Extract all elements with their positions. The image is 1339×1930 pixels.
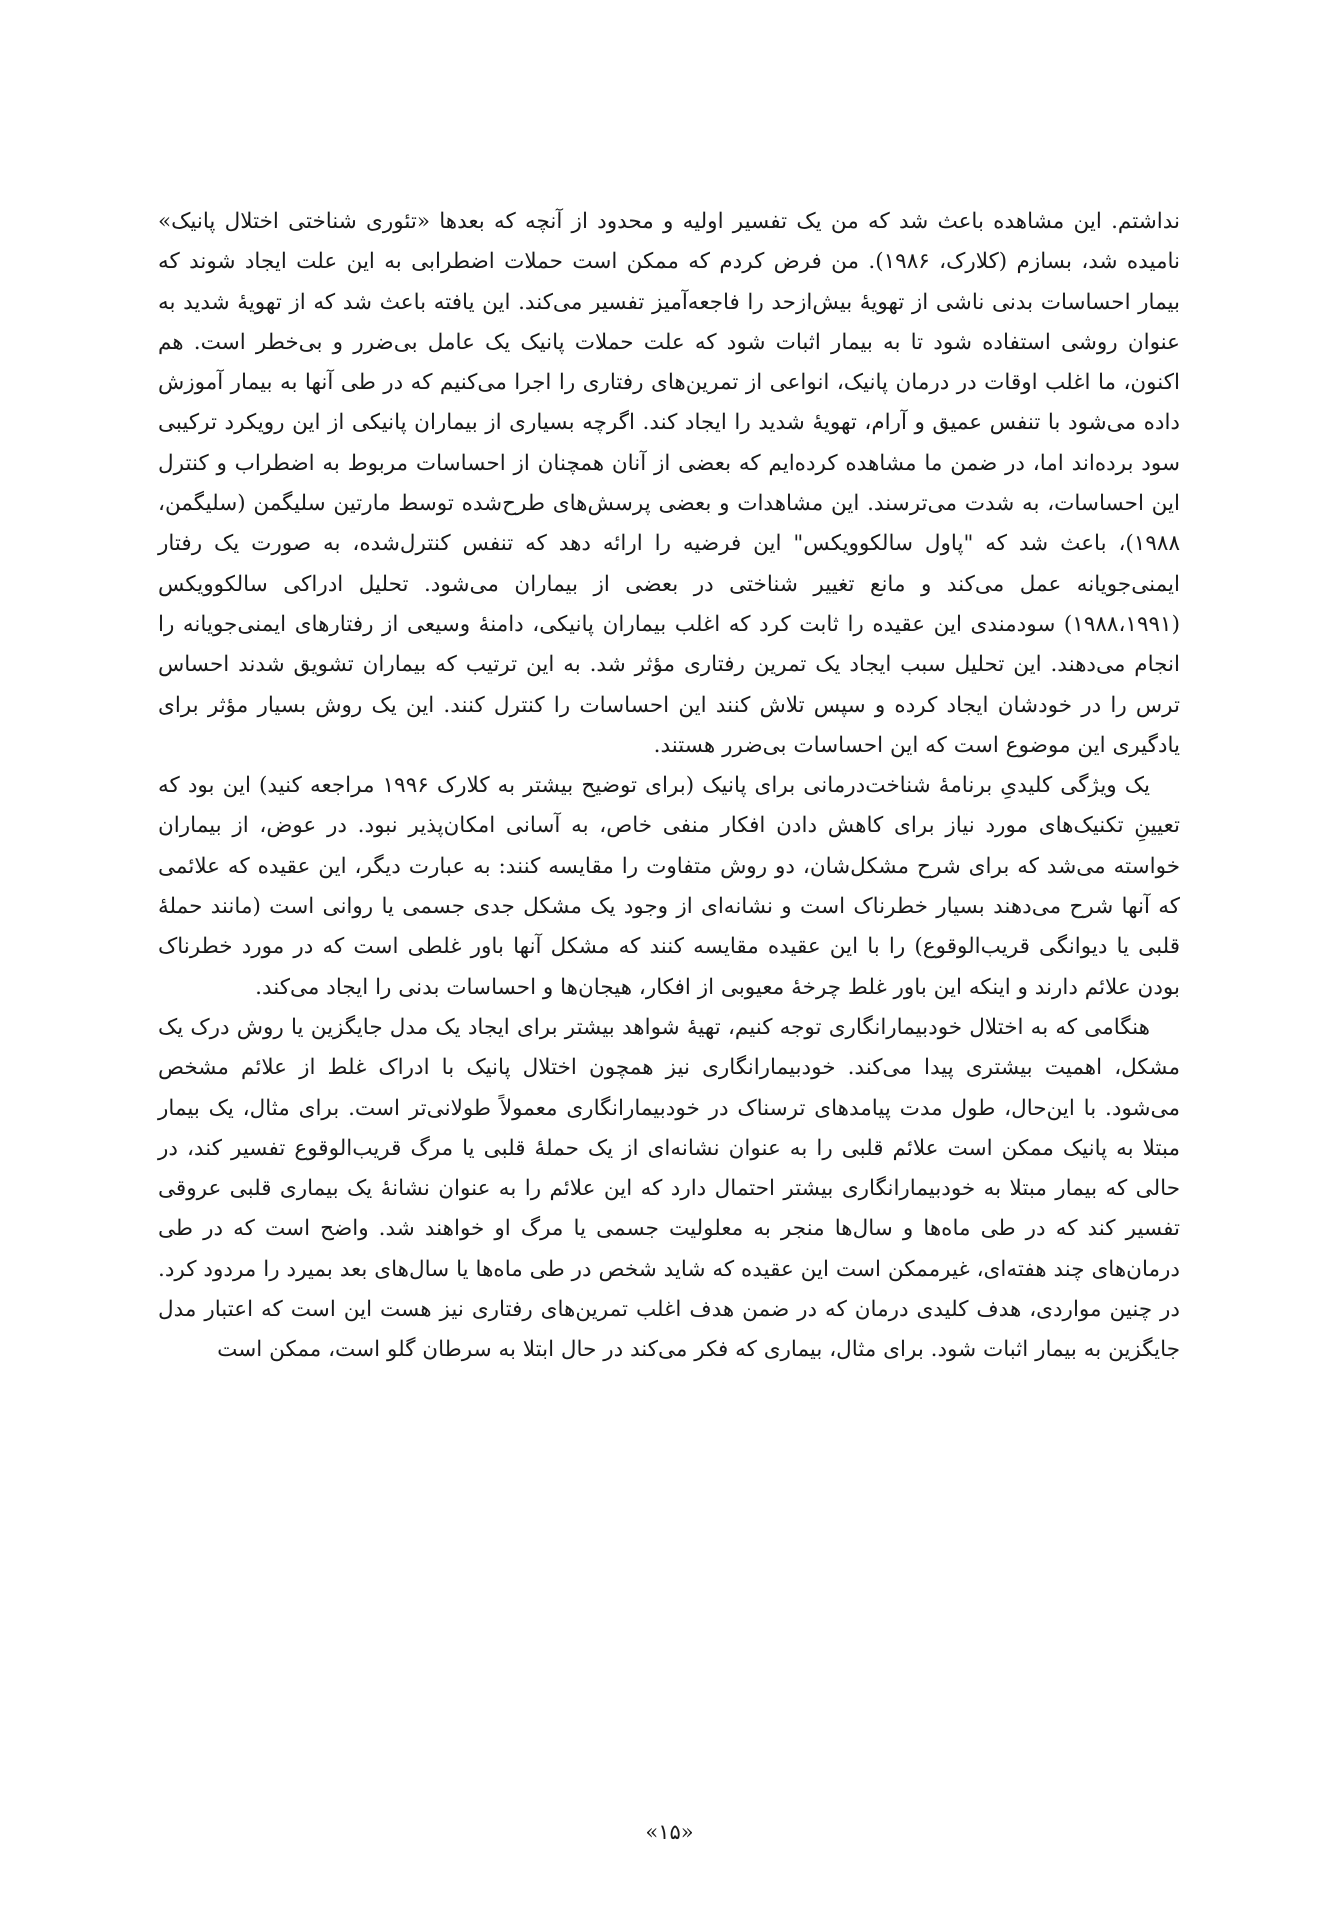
paragraph-1: نداشتم. این مشاهده باعث شد که من یک تفسیر اولیه و محدود از آنچه که بعدها «تئوری شناختی اختلال پانیک» نامیده شد، بسازم (کلارک، ۱۹۸۶). من فرض کردم که ممکن است حملات اضطرابی به این علت ایجاد شوند که بیمار احساسات بدنی ناشی از تهویهٔ بیش‌ازحد را فاجعه‌آمیز تفسیر می‌کند. این یافته باعث شد که از تهویهٔ شدید به عنوان روشی استفاده شود تا به بیمار اثبات شود که علت حملات پانیک یک عامل بی‌ضرر و بی‌خطر است. هم اکنون، ما اغلب اوقات در درمان پانیک، انواعی از تمرین‌های رفتاری را اجرا می‌کنیم که در طی آنها به بیمار آموزش داده می‌شود با تنفس عمیق و آرام، تهویهٔ شدید را ایجاد کند. اگرچه بسیاری از بیماران پانیکی از این رویکرد ترکیبی سود برده‌اند اما، در ضمن ما مشاهده کرده‌ایم که بعضی از آنان همچنان از احساسات مربوط به اضطراب و کنترل این احساسات، به شدت می‌ترسند. این مشاهدات و بعضی پرسش‌های طرح‌شده توسط مارتین سلیگمن (سلیگمن، ۱۹۸۸)، باعث شد که "پاول سالکوویکس" این فرضیه را ارائه دهد که تنفس کنترل‌شده، به صورت یک رفتار ایمنی‌جویانه عمل می‌کند و مانع تغییر شناختی در بعضی از بیماران می‌شود. تحلیل ادراکی سالکوویکس (۱۹۸۸،۱۹۹۱) سودمندی این عقیده را ثابت کرد که اغلب بیماران پانیکی، دامنهٔ وسیعی از رفتارهای ایمنی‌جویانه را انجام می‌دهند. این تحلیل سبب ایجاد یک تمرین رفتاری مؤثر شد. به این ترتیب که بیماران تشویق شدند احساس ترس را در خودشان ایجاد کرده و سپس تلاش کنند این احساسات را کنترل کنند. این یک روش بسیار مؤثر برای یادگیری این موضوع است که این احساسات بی‌ضرر هستند. xyxy=(158,209,1180,758)
body-text xyxy=(158,202,1180,1371)
paragraph-3: هنگامی که به اختلال خودبیمارانگاری توجه کنیم، تهیهٔ شواهد بیشتر برای ایجاد یک مدل جایگزین یا روش درک یک مشکل، اهمیت بیشتری پیدا می‌کند. خودبیمارانگاری نیز همچون اختلال پانیک با ادراک غلط از علائم مشخص می‌شود. با این‌حال، طول مدت پیامدهای ترسناک در خودبیمارانگاری معمولاً طولانی‌تر است. برای مثال، یک بیمار مبتلا به پانیک ممکن است علائم قلبی را به عنوان نشانه‌ای از یک حملهٔ قلبی یا مرگ قریب‌الوقوع تفسیر کند، در حالی که بیمار مبتلا به خودبیمارانگاری بیشتر احتمال دارد که این علائم را به عنوان نشانهٔ یک بیماری قلبی عروقی تفسیر کند که در طی ماه‌ها و سال‌ها منجر به معلولیت جسمی یا مرگ او خواهند شد. واضح است که در طی درمان‌های چند هفته‌ای، غیرممکن است این عقیده که شاید شخص در طی ماه‌ها یا سال‌های بعد بمیرد را مردود کرد. در چنین مواردی، هدف کلیدی درمان که در ضمن هدف اغلب تمرین‌های رفتاری نیز هست این است که اعتبار مدل جایگزین به بیمار اثبات شود. برای مثال، بیماری که فکر می‌کند در حال ابتلا به سرطان گلو است، ممکن است xyxy=(158,1014,1180,1363)
page-number: «۱۵» xyxy=(645,1820,694,1844)
paragraph-2: یک ویژگی کلیدیِ برنامهٔ شناخت‌درمانی برای پانیک (برای توضیح بیشتر به کلارک ۱۹۹۶ مراجعه کنید) این بود که تعیینِ تکنیک‌های مورد نیاز برای کاهش دادن افکار منفی خاص، به آسانی امکان‌پذیر نبود. در عوض، از بیماران خواسته می‌شد که برای شرح مشکل‌شان، دو روش متفاوت را مقایسه کنند: به عبارت دیگر، این عقیده که علائمی که آنها شرح می‌دهند بسیار خطرناک است و نشانه‌ای از وجود یک مشکل جدی جسمی یا روانی است (مانند حملهٔ قلبی یا دیوانگی قریب‌الوقوع) را با این عقیده مقایسه کنند که مشکل آنها باور غلطی است که در مورد خطرناک بودن علائم دارند و اینکه این باور غلط چرخهٔ معیوبی از افکار، هیجان‌ها و احساسات بدنی را ایجاد می‌کند. xyxy=(158,773,1180,1000)
